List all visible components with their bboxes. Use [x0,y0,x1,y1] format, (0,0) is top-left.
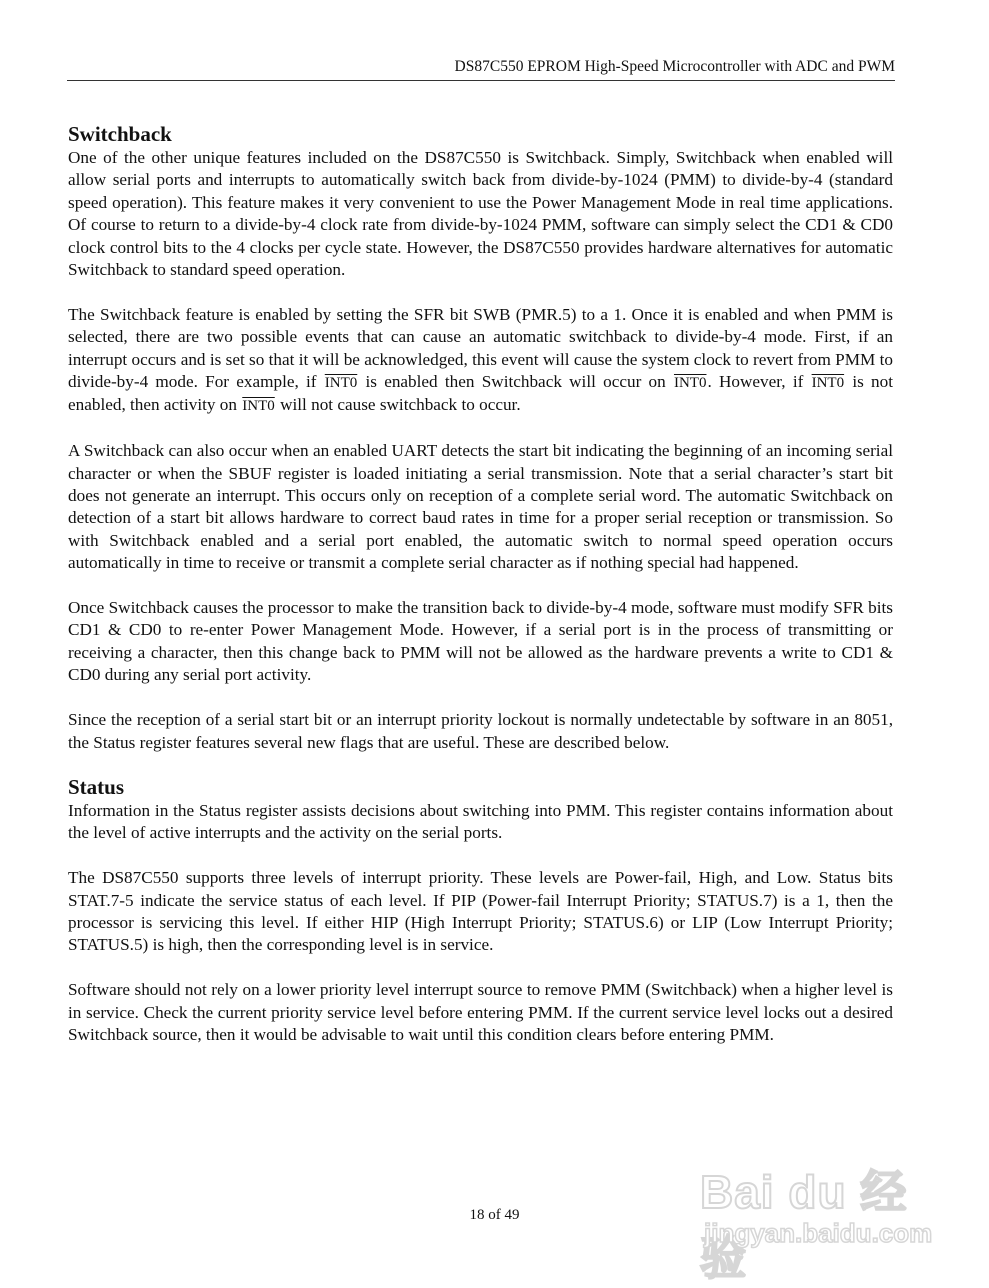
section-heading-switchback: Switchback [68,122,172,146]
paragraph: The DS87C550 supports three levels of interrupt priority. These levels are Power-fail, High, and Low. Status bits STAT.7-5 indicate the service status of each level. If PIP (Power-fail Interrupt Priority; STATUS.7) is a 1, then the processor is servicing this level. If either HIP (High Interrupt Priority; STATUS.6) or LIP (Low Interrupt Priority; STATUS.5) is high, then the corresponding level is in service. [68,868,893,955]
watermark-url: jingyan.baidu.com [704,1218,933,1248]
paragraph: A Switchback can also occur when an enabled UART detects the start bit indicating the beginning of an incoming serial character or when the SBUF register is loaded initiating a serial transmission. Note that a serial character’s start bit does not generate an interrupt. This occurs only on reception of a complete serial word. The automatic Switchback on detection of a start bit allows hardware to correct baud rates in time for a proper serial reception or transmission. So with Switchback enabled and a serial port enabled, the automatic switch to normal speed operation occurs automatically in time to receive or transmit a complete serial character as if nothing special had happened. [68,441,893,573]
baidu-watermark [700,1148,945,1284]
watermark-logo: Bai du 经验 [700,1166,908,1284]
paragraph: Since the reception of a serial start bit or an interrupt priority lockout is normally undetectable by software in an 8051, the Status register features several new flags that are useful. These are described below. [68,710,893,752]
paragraph: Software should not rely on a lower priority level interrupt source to remove PMM (Switchback) when a higher level is in service. Check the current priority service level before entering PMM. If the current service level locks out a desired Switchback source, then it would be advisable to wait until this condition clears before entering PMM. [68,980,893,1044]
running-header: DS87C550 EPROM High-Speed Microcontroller with ADC and PWM [67,58,895,81]
paragraph: The Switchback feature is enabled by setting the SFR bit SWB (PMR.5) to a 1. Once it is enabled and when PMM is selected, there are two possible events that can cause an automatic switchback to divide-by-4 mode. First, if an interrupt occurs and is set so that it will be acknowledged, this event will cause the system clock to revert from PMM to divide-by-4 mode. For example, if INT0 is enabled then Switchback will occur on INT0. However, if INT0 is not enabled, then activity on INT0 will not cause switchback to occur. [68,304,893,415]
document-body [68,121,893,1046]
int0-signal: INT0 [673,375,707,392]
int0-signal: INT0 [811,375,845,392]
int0-signal: INT0 [324,375,358,392]
paragraph: Information in the Status register assists decisions about switching into PMM. This register contains information about the level of active interrupts and the activity on the serial ports. [68,800,893,843]
paragraph: Once Switchback causes the processor to make the transition back to divide-by-4 mode, software must modify SFR bits CD1 & CD0 to re-enter Power Management Mode. However, if a serial port is in the process of transmitting or receiving a character, then this change back to PMM will not be allowed as the hardware prevents a write to CD1 & CD0 during any serial port activity. [68,598,893,685]
section-heading-status: Status [68,774,125,799]
int0-signal: INT0 [242,398,275,415]
page-number: 18 of 49 [469,1207,520,1223]
paragraph: One of the other unique features included on the DS87C550 is Switchback. Simply, Switchback when enabled will allow serial ports and interrupts to automatically switch back from divide-by-1024 (PMM) to divide-by-4 (standard speed operation). This feature makes it very convenient to use the Power Management Mode in real time applications. Of course to return to a divide-by-4 clock rate from divide-by-1024 PMM, software can simply select the CD1 & CD0 clock control bits to the 4 clocks per cycle state. However, the DS87C550 provides hardware alternatives for automatic Switchback to standard speed operation. [68,148,893,280]
